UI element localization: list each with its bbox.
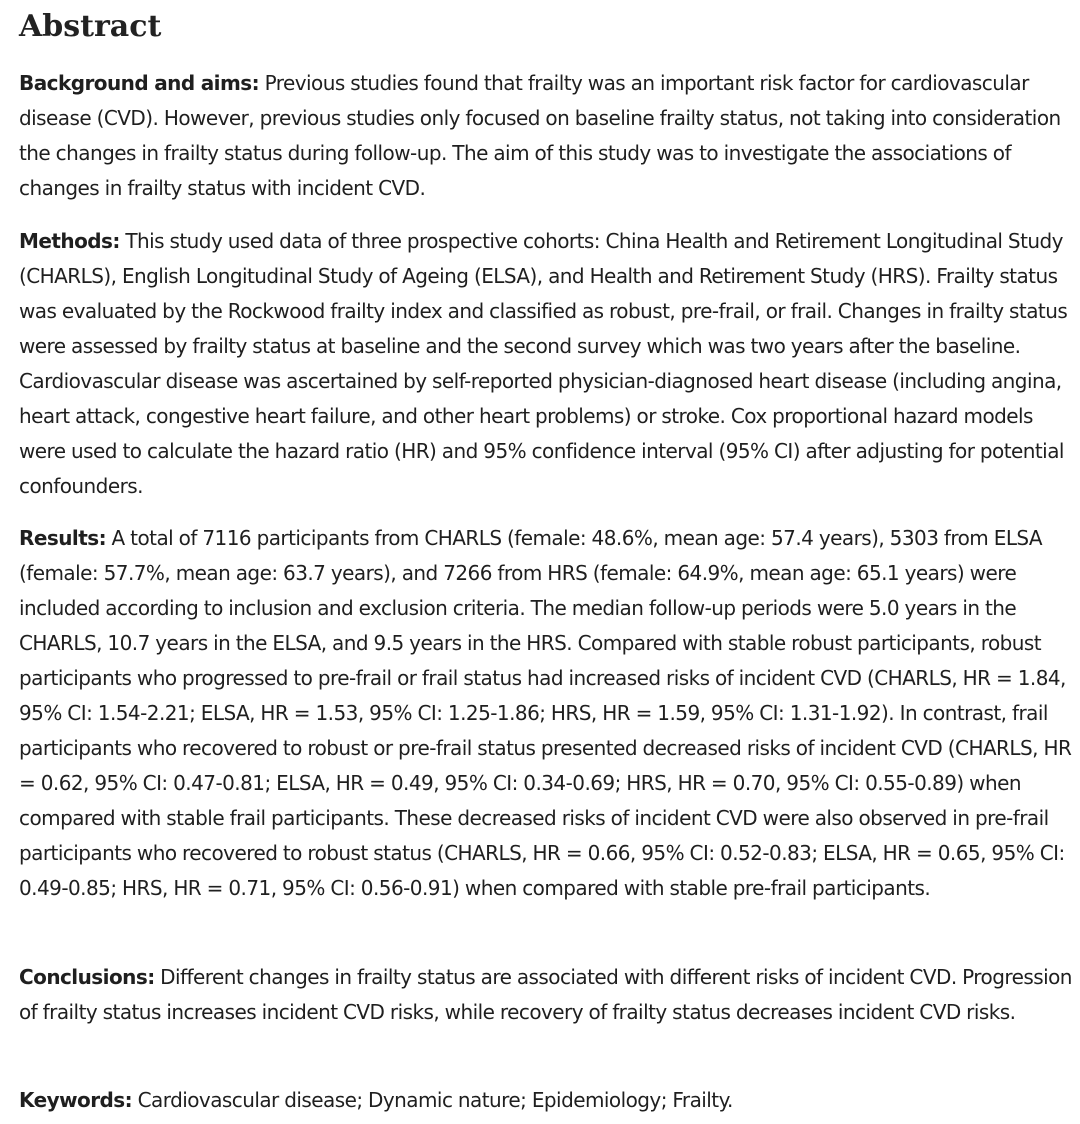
methods-text: This study used data of three prospective cohorts: China Health and Retirement Longitudinal Study (CHARLS), English Longitudinal Study of Ageing (ELSA), and Health and Retirement Study (HRS). Frailty status was evaluated by the Rockwood frailty index and classified as robust, pre-frail, or frail. Changes in frailty status were assessed by frailty status at baseline and the second survey which was two years after the baseline. Cardiovascular disease was ascertained by self-reported physician-diagnosed heart disease (including angina, heart attack, congestive heart failure, and other heart problems) or stroke. Cox proportional hazard models were used to calculate the hazard ratio (HR) and 95% confidence interval (95% CI) after adjusting for potential confounders.	[19, 229, 1068, 498]
background-label: Background and aims:	[19, 71, 260, 95]
abstract-container	[19, 0, 1074, 1112]
keywords-text: Cardiovascular disease; Dynamic nature; Epidemiology; Frailty.	[137, 1088, 733, 1112]
results-label: Results:	[19, 526, 107, 550]
keywords-section	[19, 1083, 1074, 1118]
results-section	[19, 521, 1074, 906]
background-section	[19, 66, 1074, 206]
conclusions-text: Different changes in frailty status are associated with different risks of incident CVD. Progression of frailty status increases incident CVD risks, while recovery of frailty status decreases incident CVD risks.	[19, 965, 1072, 1024]
keywords-label: Keywords:	[19, 1088, 133, 1112]
results-text: A total of 7116 participants from CHARLS (female: 48.6%, mean age: 57.4 years), 5303 from ELSA (female: 57.7%, mean age: 63.7 years), and 7266 from HRS (female: 64.9%, mean age: 65.1 years) were included according to inclusion and exclusion criteria. The median follow-up periods were 5.0 years in the CHARLS, 10.7 years in the ELSA, and 9.5 years in the HRS. Compared with stable robust participants, robust participants who progressed to pre-frail or frail status had increased risks of incident CVD (CHARLS, HR = 1.84, 95% CI: 1.54-2.21; ELSA, HR = 1.53, 95% CI: 1.25-1.86; HRS, HR = 1.59, 95% CI: 1.31-1.92). In contrast, frail participants who recovered to robust or pre-frail status presented decreased risks of incident CVD (CHARLS, HR = 0.62, 95% CI: 0.47-0.81; ELSA, HR = 0.49, 95% CI: 0.34-0.69; HRS, HR = 0.70, 95% CI: 0.55-0.89) when compared with stable frail participants. These decreased risks of incident CVD were also observed in pre-frail participants who recovered to robust status (CHARLS, HR = 0.66, 95% CI: 0.52-0.83; ELSA, HR = 0.65, 95% CI: 0.49-0.85; HRS, HR = 0.71, 95% CI: 0.56-0.91) when compared with stable pre-frail participants.	[19, 526, 1072, 900]
background-text: Previous studies found that frailty was an important risk factor for cardiovascular disease (CVD). However, previous studies only focused on baseline frailty status, not taking into consideration the changes in frailty status during follow-up. The aim of this study was to investigate the associations of changes in frailty status with incident CVD.	[19, 71, 1061, 200]
conclusions-section	[19, 960, 1074, 1030]
abstract-heading: Abstract	[19, 9, 162, 44]
methods-section	[19, 224, 1074, 504]
methods-label: Methods:	[19, 229, 120, 253]
conclusions-label: Conclusions:	[19, 965, 155, 989]
